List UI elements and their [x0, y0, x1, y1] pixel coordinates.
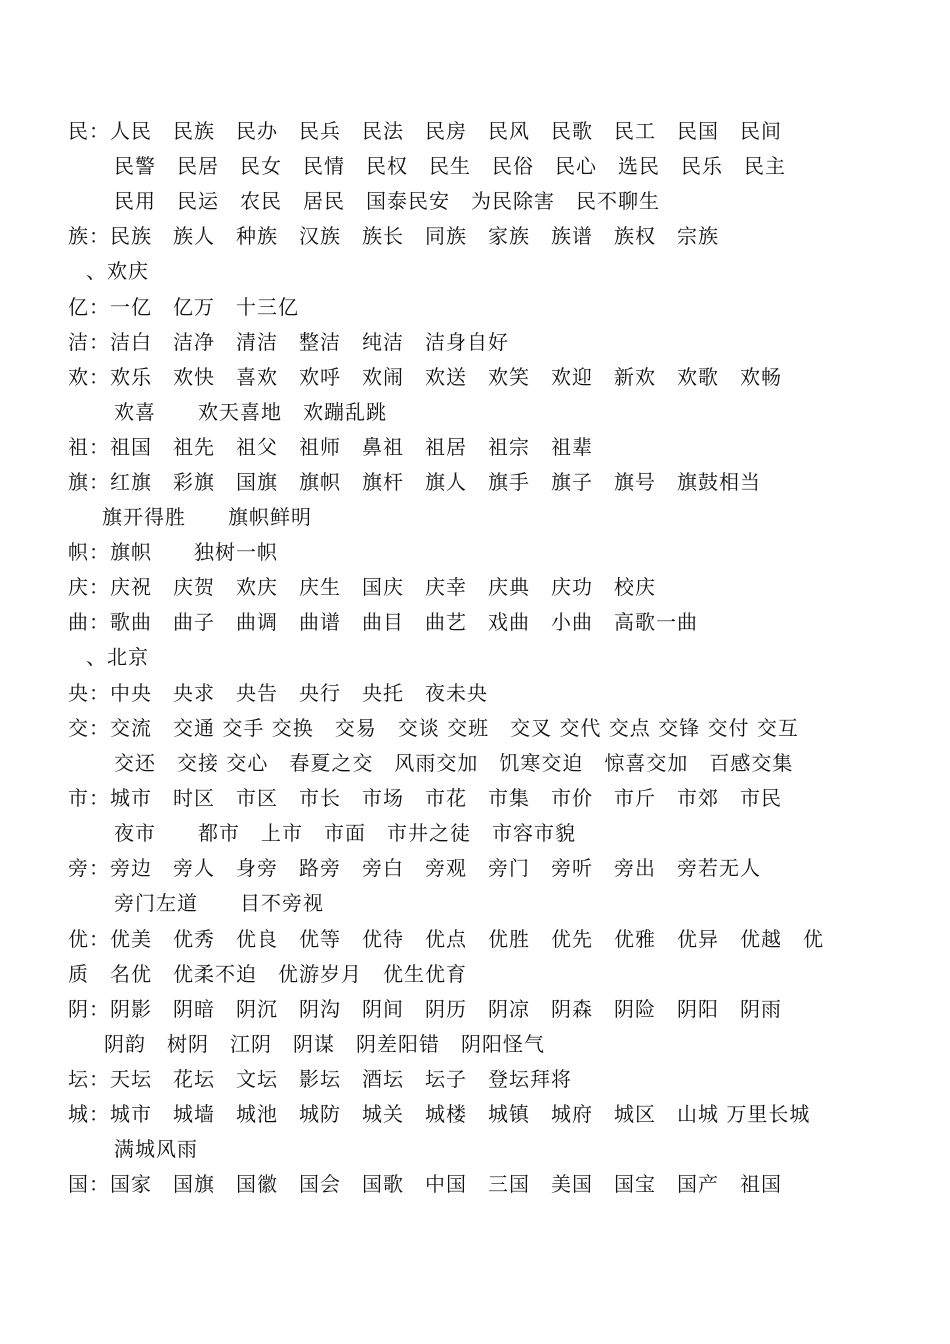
text-line: 央：中央 央求 央告 央行 央托 夜未央 [68, 681, 488, 705]
text-line: 交还 交接 交心 春夏之交 风雨交加 饥寒交迫 惊喜交加 百感交集 [114, 751, 794, 775]
text-line: 洁：洁白 洁净 清洁 整洁 纯洁 洁身自好 [68, 330, 509, 354]
text-line: 优：优美 优秀 优良 优等 优待 优点 优胜 优先 优雅 优异 优越 优 [68, 927, 824, 951]
text-line: 民用 民运 农民 居民 国泰民安 为民除害 民不聊生 [114, 189, 660, 213]
text-line: 满城风雨 [114, 1137, 198, 1161]
text-line: 交：交流 交通 交手 交换 交易 交谈 交班 交叉 交代 交点 交锋 交付 交互 [68, 716, 799, 740]
text-line: 质 名优 优柔不迫 优游岁月 优生优育 [68, 962, 467, 986]
text-line: 帜：旗帜 独树一帜 [68, 540, 278, 564]
text-line: 族：民族 族人 种族 汉族 族长 同族 家族 族谱 族权 宗族 [68, 224, 719, 248]
text-line: 庆：庆祝 庆贺 欢庆 庆生 国庆 庆幸 庆典 庆功 校庆 [68, 575, 656, 599]
text-line: 市：城市 时区 市区 市长 市场 市花 市集 市价 市斤 市郊 市民 [68, 786, 782, 810]
text-line: 祖：祖国 祖先 祖父 祖师 鼻祖 祖居 祖宗 祖辈 [68, 435, 593, 459]
text-line: 民：人民 民族 民办 民兵 民法 民房 民风 民歌 民工 民国 民间 [68, 119, 782, 143]
text-line: 旁：旁边 旁人 身旁 路旁 旁白 旁观 旁门 旁听 旁出 旁若无人 [68, 856, 761, 880]
text-line: 旁门左道 目不旁视 [114, 891, 324, 915]
text-line: 坛：天坛 花坛 文坛 影坛 酒坛 坛子 登坛拜将 [68, 1067, 572, 1091]
text-line: 曲：歌曲 曲子 曲调 曲谱 曲目 曲艺 戏曲 小曲 高歌一曲 [68, 610, 698, 634]
text-line: 旗：红旗 彩旗 国旗 旗帜 旗杆 旗人 旗手 旗子 旗号 旗鼓相当 [68, 470, 761, 494]
text-line: 、欢庆 [86, 259, 149, 283]
text-line: 阴：阴影 阴暗 阴沉 阴沟 阴间 阴历 阴凉 阴森 阴险 阴阳 阴雨 [68, 997, 782, 1021]
text-line: 夜市 都市 上市 市面 市井之徒 市容市貌 [114, 821, 576, 845]
text-line: 国：国家 国旗 国徽 国会 国歌 中国 三国 美国 国宝 国产 祖国 [68, 1172, 782, 1196]
text-line: 欢喜 欢天喜地 欢蹦乱跳 [114, 400, 387, 424]
text-line: 欢：欢乐 欢快 喜欢 欢呼 欢闹 欢送 欢笑 欢迎 新欢 欢歌 欢畅 [68, 365, 782, 389]
text-line: 城：城市 城墙 城池 城防 城关 城楼 城镇 城府 城区 山城 万里长城 [68, 1102, 811, 1126]
text-line: 民警 民居 民女 民情 民权 民生 民俗 民心 选民 民乐 民主 [114, 154, 786, 178]
text-line: 旗开得胜 旗帜鲜明 [102, 505, 312, 529]
text-line: 亿：一亿 亿万 十三亿 [68, 295, 299, 319]
text-line: 、北京 [86, 645, 149, 669]
text-line: 阴韵 树阴 江阴 阴谋 阴差阳错 阴阳怪气 [104, 1032, 545, 1056]
